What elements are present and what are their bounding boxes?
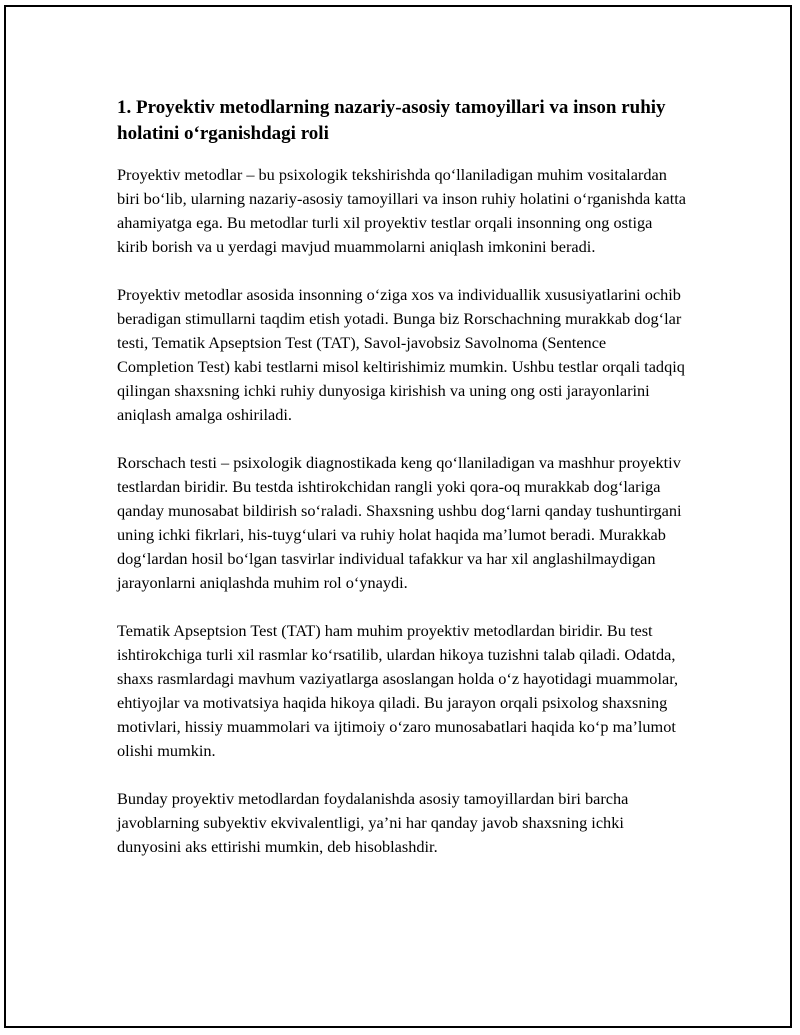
paragraph-4: Tematik Apseptsion Test (TAT) ham muhim proyektiv metodlardan biridir. Bu test ishtirokchiga turli xil rasmlar ko‘rsatilib, ulardan hikoya tuzishni talab qiladi. Odatda, shaxs rasmlardagi mavhum vaziyatlarga asoslangan holda o‘z hayotidagi muammolar, ehtiyojlar va motivatsiya haqida hikoya qiladi. Bu jarayon orqali psixolog shaxsning motivlari, hissiy muammolari va ijtimoiy o‘zaro munosabatlari haqida ko‘p ma’lumot olishi mumkin.	[117, 621, 679, 760]
paragraph-2: Proyektiv metodlar asosida insonning o‘ziga xos va individuallik xususiyatlarini ochib beradigan stimullarni taqdim etish yotadi. Bunga biz Rorschachning murakkab dog‘lar testi, Tematik Apseptsion Test (TAT), Savol-javobsiz Savolnoma (Sentence Completion Test) kabi testlarni misol keltirishimiz mumkin. Ushbu testlar orqali tadqiq qilingan shaxsning ichki ruhiy dunyosiga kirishish va uning ong osti jarayonlarini aniqlash amalga oshiriladi.	[117, 285, 685, 424]
paragraph-5: Bunday proyektiv metodlardan foydalanishda asosiy tamoyillardan biri barcha javoblarning subyektiv ekvivalentligi, ya’ni har qanday javob shaxsning ichki dunyosini aks ettirishi mumkin, deb hisoblashdir.	[117, 789, 629, 856]
paragraph-3: Rorschach testi – psixologik diagnostikada keng qo‘llaniladigan va mashhur proyektiv testlardan biridir. Bu testda ishtirokchidan rangli yoki qora-oq murakkab dog‘lariga qanday munosabat bildirish so‘raladi. Shaxsning ushbu dog‘larni qanday tushuntirgani uning ichki fikrlari, his-tuyg‘ulari va ruhiy holat haqida ma’lumot beradi. Murakkab dog‘lardan hosil bo‘lgan tasvirlar individual tafakkur va har xil anglashilmaydigan jarayonlarni aniqlashda muhim rol o‘ynaydi.	[117, 453, 682, 592]
paragraph-1: Proyektiv metodlar – bu psixologik tekshirishda qo‘llaniladigan muhim vositalardan biri bo‘lib, ularning nazariy-asosiy tamoyillari va inson ruhiy holatini o‘rganishda katta ahamiyatga ega. Bu metodlar turli xil proyektiv testlar orqali insonning ong ostiga kirib borish va u yerdagi mavjud muammolarni aniqlash imkonini beradi.	[117, 165, 686, 256]
document-body	[117, 95, 687, 883]
section-heading: 1. Proyektiv metodlarning nazariy-asosiy tamoyillari va inson ruhiy holatini o‘rganishdagi roli	[117, 97, 666, 144]
